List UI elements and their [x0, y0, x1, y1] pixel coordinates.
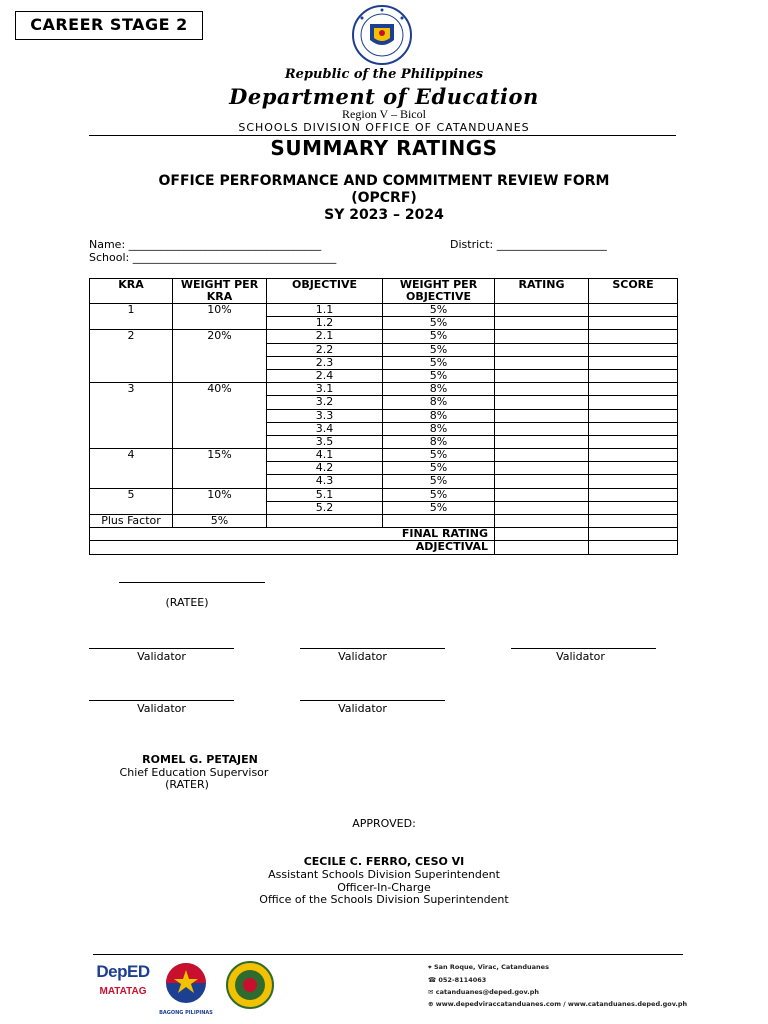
table-row: [90, 449, 678, 462]
website-row[interactable]: [428, 1000, 687, 1008]
validator-label: Validator: [137, 702, 186, 715]
objective-weight-cell: 5%: [383, 369, 495, 382]
objective-cell: 3.3: [267, 409, 383, 422]
score-cell[interactable]: [589, 449, 678, 462]
rating-cell[interactable]: [495, 449, 589, 462]
plus-factor-weight: 5%: [173, 515, 267, 528]
kra-weight-cell: 10%: [173, 304, 267, 330]
objective-cell: 5.1: [267, 488, 383, 501]
deped-matatag-logo: [92, 962, 154, 1010]
table-row: [90, 330, 678, 343]
objective-weight-cell: 8%: [383, 435, 495, 448]
objective-cell: 4.3: [267, 475, 383, 488]
objective-weight-cell: 5%: [383, 317, 495, 330]
department-heading: Department of Education: [229, 84, 539, 109]
kra-cell: 5: [90, 488, 173, 514]
objective-weight-cell: 5%: [383, 501, 495, 514]
rater-role: (RATER): [165, 778, 209, 791]
kra-cell: 3: [90, 383, 173, 449]
name-line[interactable]: ___________________________________: [128, 238, 322, 251]
address-text: San Roque, Virac, Catanduanes: [433, 963, 549, 971]
objective-cell: 3.2: [267, 396, 383, 409]
phone-text: 052-8114063: [438, 976, 487, 984]
approved-label: APPROVED:: [352, 817, 416, 830]
score-cell[interactable]: [589, 501, 678, 514]
form-title-line-1: OFFICE PERFORMANCE AND COMMITMENT REVIEW FORM: [158, 173, 610, 189]
validator-label: Validator: [338, 702, 387, 715]
validator-signature-line[interactable]: [511, 648, 656, 649]
validator-label: Validator: [137, 650, 186, 663]
plus-factor-label: Plus Factor: [90, 515, 173, 528]
kra-cell: 4: [90, 449, 173, 489]
rating-cell[interactable]: [495, 383, 589, 396]
mail-icon: ✉: [428, 988, 434, 996]
score-cell[interactable]: [589, 383, 678, 396]
rating-cell[interactable]: [495, 330, 589, 343]
phone-row: [428, 976, 486, 984]
header-rating: RATING: [495, 279, 589, 304]
kra-cell: 2: [90, 330, 173, 383]
district-field[interactable]: [450, 238, 607, 251]
score-cell[interactable]: [589, 343, 678, 356]
footer-divider: [93, 954, 683, 955]
objective-cell: 2.3: [267, 356, 383, 369]
name-field[interactable]: [89, 238, 321, 251]
deped-logo-text: DepED: [96, 962, 150, 981]
rater-name: ROMEL G. PETAJEN: [142, 753, 258, 766]
name-label: Name:: [89, 238, 126, 251]
website-text[interactable]: www.depedviraccatanduanes.com / www.catanduanes.deped.gov.ph: [435, 1000, 688, 1008]
objective-weight-cell: 5%: [383, 304, 495, 317]
objective-weight-cell: [383, 515, 495, 528]
plus-factor-row: [90, 515, 678, 528]
rating-cell[interactable]: [495, 356, 589, 369]
objective-weight-cell: 8%: [383, 396, 495, 409]
kra-cell: 1: [90, 304, 173, 330]
validator-signature-line[interactable]: [89, 648, 234, 649]
objective-cell: 3.1: [267, 383, 383, 396]
bagong-pilipinas-logo: [158, 960, 214, 1018]
deped-seal-logo: [344, 4, 420, 66]
score-cell[interactable]: [589, 304, 678, 317]
adjectival-score-cell[interactable]: [589, 541, 678, 554]
objective-weight-cell: 5%: [383, 330, 495, 343]
validator-signature-line[interactable]: [89, 700, 234, 701]
adjectival-label: ADJECTIVAL: [90, 541, 495, 554]
objective-weight-cell: 8%: [383, 383, 495, 396]
phone-icon: ☎: [428, 976, 437, 984]
summary-ratings-table: [89, 278, 678, 555]
ratee-signature-line[interactable]: [119, 582, 265, 583]
email-row[interactable]: [428, 988, 539, 996]
score-cell[interactable]: [589, 422, 678, 435]
rating-cell[interactable]: [495, 409, 589, 422]
district-label: District:: [450, 238, 494, 251]
page-title: SUMMARY RATINGS: [270, 136, 498, 160]
score-cell[interactable]: [589, 330, 678, 343]
adjectival-rating-cell[interactable]: [495, 541, 589, 554]
score-cell[interactable]: [589, 317, 678, 330]
rating-cell[interactable]: [495, 462, 589, 475]
adjectival-row: [90, 541, 678, 554]
score-cell[interactable]: [589, 369, 678, 382]
objective-weight-cell: 5%: [383, 356, 495, 369]
approver-title-2: Officer-In-Charge: [337, 881, 431, 894]
validator-signature-line[interactable]: [300, 700, 445, 701]
header-weight-per-objective: WEIGHT PER OBJECTIVE: [383, 279, 495, 304]
header-objective: OBJECTIVE: [267, 279, 383, 304]
objective-weight-cell: 5%: [383, 462, 495, 475]
objective-cell: 2.1: [267, 330, 383, 343]
form-title-line-2: (OPCRF): [351, 190, 417, 206]
table-body: [90, 304, 678, 555]
rating-cell[interactable]: [495, 369, 589, 382]
score-cell[interactable]: [589, 462, 678, 475]
rating-cell[interactable]: [495, 501, 589, 514]
division-seal-logo: [220, 960, 280, 1010]
school-line[interactable]: _____________________________________: [132, 251, 337, 264]
kra-weight-cell: 10%: [173, 488, 267, 514]
approver-title-1: Assistant Schools Division Superintendent: [268, 868, 500, 881]
header-kra: KRA: [90, 279, 173, 304]
region-heading: Region V – Bicol: [342, 107, 426, 121]
objective-cell: 2.4: [267, 369, 383, 382]
score-cell[interactable]: [589, 356, 678, 369]
rating-cell[interactable]: [495, 343, 589, 356]
rating-cell[interactable]: [495, 304, 589, 317]
address-row: [428, 963, 549, 972]
objective-weight-cell: 8%: [383, 409, 495, 422]
objective-cell: 2.2: [267, 343, 383, 356]
rating-cell[interactable]: [495, 422, 589, 435]
validator-label: Validator: [556, 650, 605, 663]
final-rating-row: [90, 528, 678, 541]
republic-heading: Republic of the Philippines: [284, 67, 484, 82]
approver-name: CECILE C. FERRO, CESO VI: [303, 855, 465, 868]
objective-cell: 3.4: [267, 422, 383, 435]
objective-cell: 5.2: [267, 501, 383, 514]
objective-cell: [267, 515, 383, 528]
globe-icon: ⊕: [428, 1000, 434, 1008]
final-score-cell[interactable]: [589, 528, 678, 541]
email-text[interactable]: catanduanes@deped.gov.ph: [435, 988, 539, 996]
score-cell[interactable]: [589, 488, 678, 501]
school-label: School:: [89, 251, 130, 264]
rating-cell[interactable]: [495, 435, 589, 448]
matatag-text: MATATAG: [99, 986, 147, 997]
final-rating-cell[interactable]: [495, 528, 589, 541]
score-cell[interactable]: [589, 396, 678, 409]
table-header-row: [90, 279, 678, 304]
header-score: SCORE: [589, 279, 678, 304]
score-cell[interactable]: [589, 409, 678, 422]
district-line[interactable]: ____________________: [496, 238, 607, 251]
division-heading: SCHOOLS DIVISION OFFICE OF CATANDUANES: [238, 121, 530, 134]
header-weight-per-kra: WEIGHT PER KRA: [173, 279, 267, 304]
rating-cell[interactable]: [495, 488, 589, 501]
school-field[interactable]: [89, 251, 336, 264]
rating-cell[interactable]: [495, 515, 589, 528]
objective-weight-cell: 5%: [383, 343, 495, 356]
validator-label: Validator: [338, 650, 387, 663]
final-rating-label: FINAL RATING: [90, 528, 495, 541]
form-title: [0, 173, 768, 224]
kra-weight-cell: 40%: [173, 383, 267, 449]
objective-cell: 1.2: [267, 317, 383, 330]
table-row: [90, 304, 678, 317]
bagong-pilipinas-emblem: [158, 960, 214, 1006]
objective-cell: 1.1: [267, 304, 383, 317]
rating-cell[interactable]: [495, 475, 589, 488]
ratee-label: (RATEE): [165, 596, 209, 609]
approver-title-3: Office of the Schools Division Superintendent: [259, 893, 509, 906]
validator-signature-line[interactable]: [300, 648, 445, 649]
objective-cell: 4.2: [267, 462, 383, 475]
career-stage-label: CAREER STAGE 2: [15, 11, 203, 40]
objective-weight-cell: 8%: [383, 422, 495, 435]
table-row: [90, 488, 678, 501]
objective-cell: 3.5: [267, 435, 383, 448]
objective-weight-cell: 5%: [383, 475, 495, 488]
objective-weight-cell: 5%: [383, 488, 495, 501]
score-cell[interactable]: [589, 435, 678, 448]
kra-weight-cell: 20%: [173, 330, 267, 383]
kra-weight-cell: 15%: [173, 449, 267, 489]
rating-cell[interactable]: [495, 317, 589, 330]
bagong-pilipinas-text: BAGONG PILIPINAS: [159, 1010, 213, 1016]
rating-cell[interactable]: [495, 396, 589, 409]
objective-weight-cell: 5%: [383, 449, 495, 462]
objective-cell: 4.1: [267, 449, 383, 462]
score-cell[interactable]: [589, 515, 678, 528]
school-year: SY 2023 – 2024: [324, 207, 444, 223]
score-cell[interactable]: [589, 475, 678, 488]
table-row: [90, 383, 678, 396]
rater-title: Chief Education Supervisor: [119, 766, 269, 779]
location-pin-icon: ⌖: [428, 963, 432, 971]
